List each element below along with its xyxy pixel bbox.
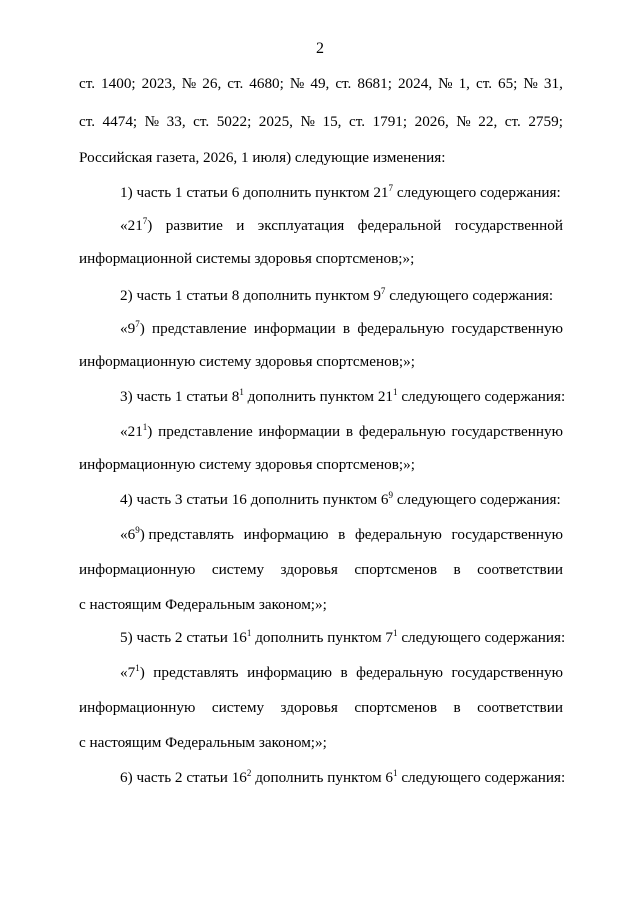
quoted-text-line: информационную систему здоровья спортсменов в соответствии <box>79 699 563 716</box>
text-line: ст. 4474; № 33, ст. 5022; 2025, № 15, ст. 1791; 2026, № 22, ст. 2759; <box>79 113 563 130</box>
quoted-text-line: информационную систему здоровья спортсменов в соответствии <box>79 561 563 578</box>
quoted-text-line: «$7^1$) представлять информацию в федеральную государственную <box>120 663 563 681</box>
quoted-text-line: информационную систему здоровья спортсменов;»; <box>79 456 415 473</box>
quoted-text-line: с настоящим Федеральным законом;»; <box>79 596 327 613</box>
amendment-item: 6) часть 2 статьи $16^2$ дополнить пунктом $6^1$ следующего содержания: <box>120 768 566 786</box>
quoted-text-line: «$21^1$) представление информации в федеральную государственную <box>120 422 563 440</box>
quoted-text-line: информационную систему здоровья спортсменов;»; <box>79 353 415 370</box>
amendment-item: 1) часть 1 статьи 6 дополнить пунктом $21^7$ следующего содержания: <box>120 183 561 201</box>
text-line: Российская газета, 2026, 1 июля) следующие изменения: <box>79 149 446 166</box>
quoted-text-line: информационной системы здоровья спортсменов;»; <box>79 250 415 267</box>
quoted-text-line: «$21^7$) развитие и эксплуатация федеральной государственной <box>120 216 563 234</box>
amendment-item: 4) часть 3 статьи 16 дополнить пунктом $6^9$ следующего содержания: <box>120 490 561 508</box>
quoted-text-line: «$6^9$) представлять информацию в федеральную государственную <box>120 525 563 543</box>
amendment-item: 5) часть 2 статьи $16^1$ дополнить пунктом $7^1$ следующего содержания: <box>120 628 566 646</box>
quoted-text-line: с настоящим Федеральным законом;»; <box>79 734 327 751</box>
text-line: ст. 1400; 2023, № 26, ст. 4680; № 49, ст. 8681; 2024, № 1, ст. 65; № 31, <box>79 75 563 92</box>
quoted-text-line: «$9^7$) представление информации в федеральную государственную <box>120 319 563 337</box>
amendment-item: 2) часть 1 статьи 8 дополнить пунктом $9^7$ следующего содержания: <box>120 286 554 304</box>
page-number: 2 <box>316 40 324 57</box>
amendment-item: 3) часть 1 статьи $8^1$ дополнить пунктом $21^1$ следующего содержания: <box>120 387 566 405</box>
